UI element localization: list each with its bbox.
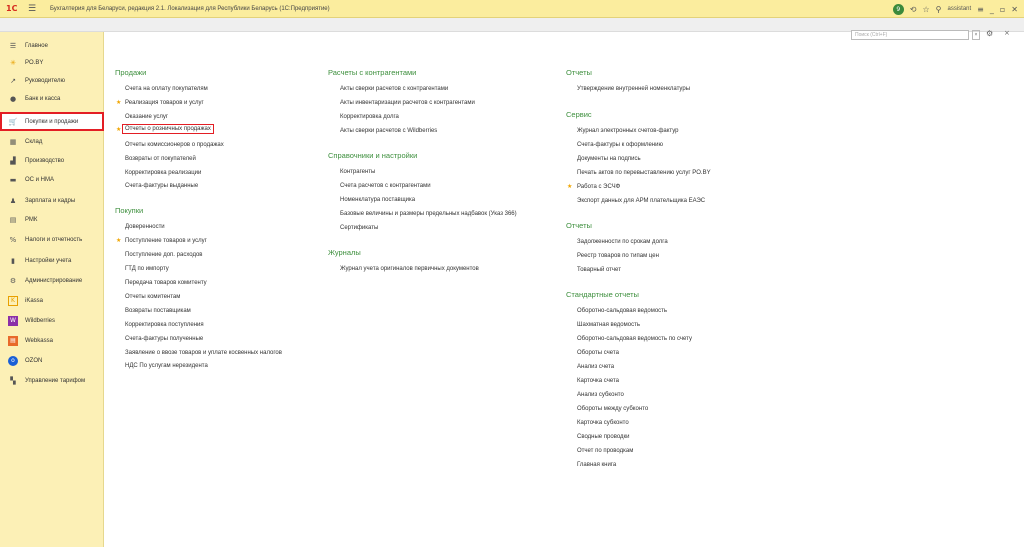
sidebar-item-label: Производство bbox=[25, 157, 65, 164]
maximize-icon[interactable]: ▫ bbox=[999, 4, 1006, 14]
link-commission-sales-reports[interactable]: Отчеты комиссионеров о продажах bbox=[125, 142, 224, 148]
section-title-reports: Отчеты bbox=[566, 68, 592, 77]
link-wildberries-reconciliation[interactable]: Акты сверки расчетов с Wildberries bbox=[340, 128, 438, 134]
link-transfer-to-consignor[interactable]: Передача товаров комитенту bbox=[125, 280, 207, 286]
sidebar-item-webkassa[interactable] bbox=[0, 334, 104, 347]
chart-icon: ↗ bbox=[10, 76, 16, 85]
sidebar-item-administration[interactable] bbox=[0, 274, 104, 287]
link-account-analysis[interactable]: Анализ счета bbox=[577, 364, 615, 370]
gear-icon: ⚙ bbox=[9, 276, 17, 285]
section-title-standard-reports: Стандартные отчеты bbox=[566, 290, 639, 299]
section-title-reports-2: Отчеты bbox=[566, 221, 592, 230]
link-base-values[interactable]: Базовые величины и размеры предельных надбавок (Указ 366) bbox=[340, 211, 517, 217]
link-goods-report[interactable]: Товарный отчет bbox=[577, 267, 621, 273]
link-settlement-accounts[interactable]: Счета расчетов с контрагентами bbox=[340, 183, 431, 189]
sidebar-item-label: PO.BY bbox=[25, 59, 44, 66]
sidebar-item-label: Управление тарифом bbox=[25, 377, 86, 384]
sidebar-item-label: iKassa bbox=[25, 297, 44, 304]
sidebar-item-payroll[interactable] bbox=[0, 194, 104, 207]
sidebar-item-purchases-sales[interactable] bbox=[0, 112, 104, 131]
link-account-turnovers[interactable]: Обороты счета bbox=[577, 350, 619, 356]
favorite-star-icon: ★ bbox=[116, 99, 122, 106]
link-additional-costs[interactable]: Поступление доп. расходов bbox=[125, 252, 203, 258]
link-general-ledger[interactable]: Главная книга bbox=[577, 462, 617, 468]
close-section-icon[interactable]: × bbox=[1004, 29, 1010, 37]
sidebar-item-label: Администрирование bbox=[25, 277, 83, 284]
link-subconto-analysis[interactable]: Анализ субконто bbox=[577, 392, 624, 398]
webkassa-icon: ▤ bbox=[8, 336, 18, 346]
sidebar-item-warehouse[interactable] bbox=[0, 135, 104, 148]
link-entries-report[interactable]: Отчет по проводкам bbox=[577, 448, 634, 454]
sidebar-item-label: Покупки и продажи bbox=[25, 118, 79, 125]
ozon-icon: o bbox=[8, 356, 18, 366]
sidebar-item-manager[interactable] bbox=[0, 74, 104, 87]
search-input[interactable]: Поиск (Ctrl+F) bbox=[851, 30, 969, 40]
link-price-type-register[interactable]: Реестр товаров по типам цен bbox=[577, 253, 659, 259]
window-title: Бухгалтерия для Беларуси, редакция 2.1. Локализация для Республики Беларусь (1С:Предприятие) bbox=[50, 5, 330, 12]
link-services-rendering[interactable]: Оказание услуг bbox=[125, 114, 169, 120]
link-retail-sales-reports[interactable]: Отчеты о розничных продажах bbox=[122, 124, 214, 134]
sidebar-item-bank[interactable] bbox=[0, 92, 104, 105]
favorite-star-icon: ★ bbox=[116, 126, 122, 133]
sidebar-item-label: Главное bbox=[25, 42, 48, 49]
close-window-icon[interactable]: ✕ bbox=[1011, 4, 1018, 14]
settings-menu-icon[interactable]: ≡ bbox=[977, 4, 984, 14]
bank-icon: ● bbox=[9, 94, 17, 103]
link-inventory-acts[interactable]: Акты инвентаризации расчетов с контрагентами bbox=[340, 100, 475, 106]
link-account-turnover-balance[interactable]: Оборотно-сальдовая ведомость по счету bbox=[577, 336, 692, 342]
link-debt-correction[interactable]: Корректировка долга bbox=[340, 114, 399, 120]
current-user[interactable]: assistant bbox=[947, 6, 972, 12]
link-documents-to-sign[interactable]: Документы на подпись bbox=[577, 156, 641, 162]
sidebar-item-label: Зарплата и кадры bbox=[25, 197, 76, 204]
minimize-icon[interactable]: _ bbox=[989, 4, 994, 14]
sidebar-item-ozon[interactable] bbox=[0, 354, 104, 367]
sidebar-item-tariff[interactable] bbox=[0, 374, 104, 387]
section-title-service: Сервис bbox=[566, 110, 592, 119]
search-icon[interactable]: ⚲ bbox=[935, 4, 942, 14]
sidebar-item-rmk[interactable] bbox=[0, 213, 104, 226]
link-subconto-card[interactable]: Карточка субконто bbox=[577, 420, 629, 426]
sidebar-item-main[interactable] bbox=[0, 39, 104, 52]
link-sales-goods-services[interactable]: Реализация товаров и услуг bbox=[125, 100, 204, 106]
sidebar-item-wildberries[interactable] bbox=[0, 314, 104, 327]
sections-sidebar bbox=[0, 32, 104, 547]
link-certificates[interactable]: Сертификаты bbox=[340, 225, 379, 231]
title-bar bbox=[0, 0, 1024, 18]
menu-icon: ☰ bbox=[9, 41, 17, 50]
link-supplier-returns[interactable]: Возвраты поставщикам bbox=[125, 308, 191, 314]
link-received-invoices[interactable]: Счета-фактуры полученные bbox=[125, 336, 204, 342]
link-sales-correction[interactable]: Корректировка реализации bbox=[125, 170, 202, 176]
link-internal-nomenclature[interactable]: Утверждение внутренней номенклатуры bbox=[577, 86, 691, 92]
section-title-directories: Справочники и настройки bbox=[328, 151, 418, 160]
link-account-card[interactable]: Карточка счета bbox=[577, 378, 620, 384]
link-summary-entries[interactable]: Сводные проводки bbox=[577, 434, 630, 440]
sidebar-item-label: Настройки учета bbox=[25, 257, 72, 264]
ikassa-icon: K bbox=[8, 296, 18, 306]
link-import-declaration[interactable]: Заявление о ввозе товаров и уплате косвенных налогов bbox=[125, 350, 282, 356]
link-powers-of-attorney[interactable]: Доверенности bbox=[125, 224, 165, 230]
sidebar-item-ikassa[interactable] bbox=[0, 294, 104, 307]
wildberries-icon: W bbox=[8, 316, 18, 326]
link-supplier-nomenclature[interactable]: Номенклатура поставщика bbox=[340, 197, 416, 203]
link-einvoice-journal[interactable]: Журнал электронных счетов-фактур bbox=[577, 128, 679, 134]
link-eaeu-export[interactable]: Экспорт данных для АРМ плательщика ЕАЭС bbox=[577, 198, 706, 204]
favorite-star-icon: ★ bbox=[116, 237, 122, 244]
sidebar-item-accounting-settings[interactable] bbox=[0, 254, 104, 267]
favorites-star-icon[interactable]: ☆ bbox=[922, 4, 930, 14]
sidebar-item-label: Webkassa bbox=[25, 337, 53, 344]
notifications-icon[interactable]: 9 bbox=[893, 4, 904, 15]
link-consignor-reports[interactable]: Отчеты комитентам bbox=[125, 294, 181, 300]
link-customer-returns[interactable]: Возвраты от покупателей bbox=[125, 156, 196, 162]
sidebar-item-taxes[interactable] bbox=[0, 233, 104, 246]
link-issued-invoices[interactable]: Счета-фактуры выданные bbox=[125, 183, 199, 189]
link-receipt-correction[interactable]: Корректировка поступления bbox=[125, 322, 204, 328]
sidebar-item-label: ОС и НМА bbox=[25, 176, 55, 183]
book-icon: ▮ bbox=[11, 256, 15, 265]
hamburger-menu-icon[interactable]: ☰ bbox=[28, 3, 37, 14]
link-invoices-to-issue[interactable]: Счета-фактуры к оформлению bbox=[577, 142, 663, 148]
link-subconto-turnovers[interactable]: Обороты между субконто bbox=[577, 406, 649, 412]
link-esf-work[interactable]: Работа с ЭСЧФ bbox=[577, 184, 621, 190]
factory-icon: ▟ bbox=[10, 156, 16, 165]
link-counterparties[interactable]: Контрагенты bbox=[340, 169, 376, 175]
link-chess-sheet[interactable]: Шахматная ведомость bbox=[577, 322, 640, 328]
warehouse-icon: ▦ bbox=[9, 137, 17, 146]
link-originals-journal[interactable]: Журнал учета оригиналов первичных документов bbox=[340, 266, 479, 272]
cart-icon: 🛒 bbox=[8, 117, 18, 126]
favorite-star-icon: ★ bbox=[567, 183, 573, 190]
tariff-icon: ▚ bbox=[10, 376, 16, 385]
clear-search-icon[interactable]: × bbox=[972, 30, 980, 40]
titlebar-controls bbox=[893, 0, 1018, 18]
history-icon[interactable]: ⟲ bbox=[909, 4, 917, 14]
link-reconciliation-acts[interactable]: Акты сверки расчетов с контрагентами bbox=[340, 86, 449, 92]
register-icon: ▤ bbox=[9, 215, 17, 224]
percent-icon: % bbox=[9, 235, 17, 244]
link-nonresident-vat[interactable]: НДС По услугам нерезидента bbox=[125, 363, 208, 369]
sidebar-item-poby[interactable] bbox=[0, 56, 104, 69]
settings-gear-icon[interactable]: ⚙ bbox=[986, 29, 994, 38]
sidebar-item-label: РМК bbox=[25, 216, 38, 223]
sidebar-item-label: OZON bbox=[25, 357, 43, 364]
section-title-sales: Продажи bbox=[115, 68, 147, 77]
sun-icon: ✳ bbox=[10, 58, 16, 67]
sidebar-item-label: Склад bbox=[25, 138, 43, 145]
person-icon: ♟ bbox=[9, 196, 17, 205]
sidebar-item-label: Налоги и отчетность bbox=[25, 236, 83, 243]
link-goods-receipt[interactable]: Поступление товаров и услуг bbox=[125, 238, 207, 244]
section-title-settlements: Расчеты с контрагентами bbox=[328, 68, 417, 77]
link-turnover-balance[interactable]: Оборотно-сальдовая ведомость bbox=[577, 308, 668, 314]
link-invoices-to-buyers[interactable]: Счета на оплату покупателям bbox=[125, 86, 208, 92]
sidebar-item-label: Wildberries bbox=[25, 317, 56, 324]
sidebar-item-label: Руководителю bbox=[25, 77, 66, 84]
sidebar-item-production[interactable] bbox=[0, 154, 104, 167]
truck-icon: ▬ bbox=[9, 175, 17, 184]
link-debt-aging[interactable]: Задолженности по срокам долга bbox=[577, 239, 668, 245]
section-title-journals: Журналы bbox=[328, 248, 361, 257]
link-import-customs[interactable]: ГТД по импорту bbox=[125, 266, 169, 272]
sidebar-item-assets[interactable] bbox=[0, 173, 104, 186]
sidebar-item-label: Банк и касса bbox=[25, 95, 61, 102]
app-logo-icon: 1С bbox=[6, 4, 18, 13]
link-print-poby-acts[interactable]: Печать актов по перевыставлению услуг PO.BY bbox=[577, 170, 711, 176]
section-title-purchases: Покупки bbox=[115, 206, 144, 215]
